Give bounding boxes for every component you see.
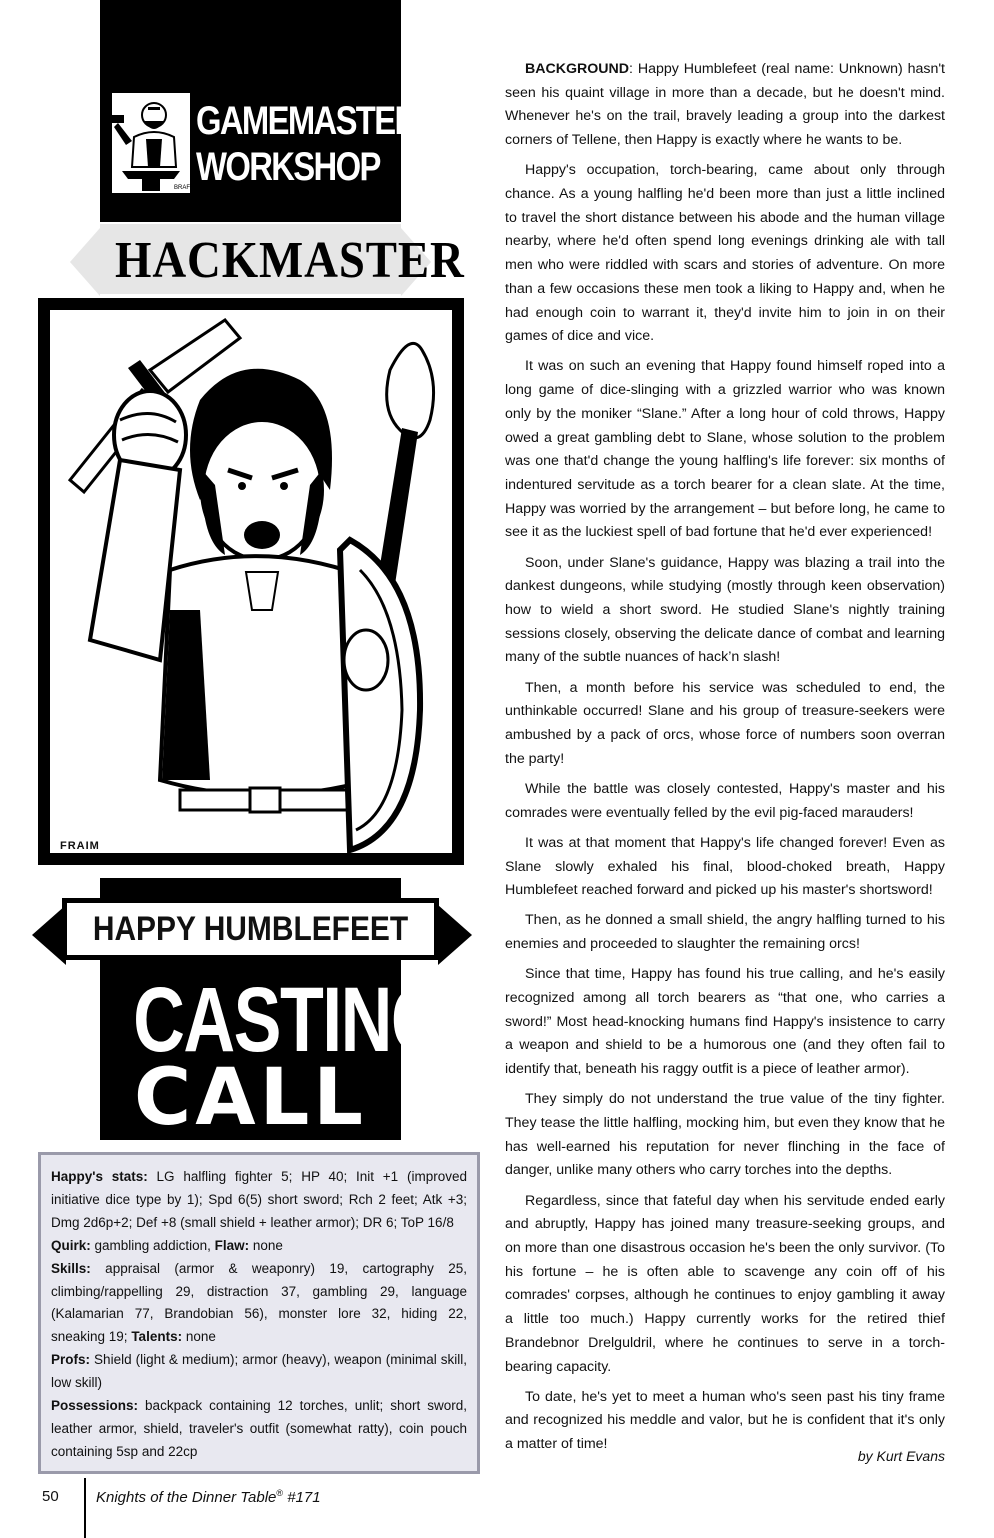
name-ribbon-tail-left: [32, 905, 66, 965]
stats-text: LG halfling fighter 5; HP 40; Init +1 (improved initiative dice type by 1); Spd 6(5) short sword; Rch 2 feet; Atk +3; Dmg 2d6p+2; Def +8 (small shield + leather armor); DR 6; ToP 16/8: [51, 1169, 467, 1230]
paragraph-1-text: : Happy Humblefeet (real name: Unknown) hasn't seen his quaint village in more than a decade, but he doesn't mind. Whenever he's on the trail, bravely leading a group into the darkest corners of Tellene, then Happy is exactly where he wants to be.: [505, 61, 945, 149]
stats-label: Happy's stats:: [51, 1169, 148, 1184]
quirk-line: [51, 1235, 467, 1258]
page-number: 50: [42, 1488, 59, 1505]
paragraph-6: While the battle was closely contested, Happy's master and his comrades were eventually felled by the evil pig-faced marauders!: [505, 780, 945, 821]
stat-block: [38, 1152, 480, 1474]
possessions-text: backpack containing 12 torches, unlit; short sword, leather armor, shield, traveler's outfit (somewhat ratty), coin pouch containing 5sp and 22cp: [51, 1398, 467, 1459]
article-body: [505, 58, 945, 1463]
character-illustration: [50, 310, 452, 853]
quirk-label: Quirk:: [51, 1237, 91, 1253]
paragraph-5: Then, a month before his service was scheduled to end, the unthinkable occurred! Slane and his group of treasure-seekers were ambushed by a pack of orcs, whose force of numbers soon overran the party!: [505, 679, 945, 767]
profs-label: Profs:: [51, 1352, 91, 1368]
hackmaster-logo: HACKMASTER: [115, 232, 465, 289]
talents-text: none: [182, 1329, 216, 1345]
magazine-name: Knights of the Dinner Table: [96, 1489, 277, 1506]
flaw-label: Flaw:: [214, 1237, 250, 1253]
paragraph-11: Regardless, since that fateful day when his servitude ended early and abruptly, Happy has joined many treasure-seeking groups, and on more than one disastrous occasion he's been the only survivor. (To his fortune – he is often able to scavenge any coin off of his comrades' corpses, although he continues to enjoy gambling it away a little too much.) Happy currently works for the retired thief Brandebnor Drelguldril, where he continues to serve in a torch-bearing capacity.: [505, 1192, 945, 1375]
paragraph-4: Soon, under Slane's guidance, Happy was blazing a trail into the dankest dungeons, while studying (mostly through keen observation) how to wield a short sword. He studied Slane's nightly training sessions closely, observing the delicate dance of combat and learning many of the subtle nuances of hack’n slash!: [505, 554, 945, 666]
name-ribbon-tail-right: [438, 905, 472, 965]
profs-line: [51, 1349, 467, 1395]
gm-title-line2: WORKSHOP: [196, 145, 380, 189]
paragraph-12: To date, he's yet to meet a human who's seen past his tiny frame and recognized his meddle and valor, but he is confident that it's only a matter of time!: [505, 1388, 945, 1453]
skills-text: appraisal (armor & weaponry) 19, cartography 25, climbing/rappelling 29, distraction 37, gambling 29, language (Kalamarian 77, Brandobian 56), monster lore 32, hiding 22, sneaking 19;: [51, 1260, 467, 1345]
paragraph-9: Since that time, Happy has found his true calling, and he's easily recognized among all torch bearers as “that one, who carries a sword!” Most head-knocking humans find Happy's insistence to carry a weapon and shield to be a humorous one (and they often fail to identify that, beneath his raggy outfit is a piece of leather armor).: [505, 966, 945, 1078]
call-title: CALL: [133, 1053, 367, 1143]
gm-title-line1: GAMEMASTERS': [196, 99, 443, 143]
casting-title: CASTING: [133, 969, 446, 1071]
blacksmith-logo: [112, 93, 194, 193]
flaw-text: none: [249, 1237, 283, 1253]
paragraph-3: It was on such an evening that Happy found himself roped into a long game of dice-slinging with a grizzled warrior who was known only by the moniker “Slane.” After a long hour of cold throws, Happy owed a great gambling debt to Slane, whose solution to the problem was one that'd change the young halfling's life forever: six months of indentured servitude as a torch bearer for a clean slate. At the time, Happy was worried by the arrangement – but before long, he came to see it as the luckiest spell of bad fortune that he'd ever experienced!: [505, 358, 945, 541]
paragraph-2: Happy's occupation, torch-bearing, came about only through chance. As a young halfling he'd been more than just a little inclined to travel the short distance between his abode and the human village nearby, where he'd often spend long evenings drinking ale with tall men who were riddled with scars and stories of adventure. On more than a few occasions these men took a liking to Happy and, when he had enough coin to warrant it, they'd invite him to join in on their games of dice and vice.: [505, 162, 945, 345]
registered-mark: ®: [276, 1488, 284, 1498]
gm-workshop-title: [196, 98, 443, 190]
background-label: BACKGROUND: [525, 61, 630, 77]
profs-text: Shield (light & medium); armor (heavy), weapon (minimal skill, low skill): [51, 1352, 467, 1391]
artist-signature: FRAIM: [60, 840, 100, 852]
possessions-line: [51, 1395, 467, 1464]
paragraph-7: It was at that moment that Happy's life changed forever! Even as Slane slowly exhaled his final, blood-choked breath, Happy Humblefeet reached forward and picked up his master's shortsword!: [505, 834, 945, 899]
svg-text:BRAFF: BRAFF: [174, 185, 194, 191]
issue-number: #171: [283, 1489, 321, 1506]
skills-line: [51, 1258, 467, 1350]
character-name: HAPPY HUMBLEFEET: [92, 910, 409, 948]
quirk-text: gambling addiction,: [90, 1237, 215, 1253]
paragraph-background: [505, 58, 945, 153]
paragraph-10: They simply do not understand the true value of the tiny fighter. They tease the little halfling, mocking him, but even they know that he has well-earned his reputation for never flinching in the face of danger, unlike many others who carry torches into the depths.: [505, 1091, 945, 1179]
hackmaster-ribbon-left: [70, 228, 100, 296]
talents-label: Talents:: [131, 1329, 183, 1345]
possessions-label: Possessions:: [51, 1398, 139, 1414]
byline: by Kurt Evans: [857, 1448, 945, 1464]
stats-line: [51, 1166, 467, 1235]
paragraph-8: Then, as he donned a small shield, the angry halfling turned to his enemies and proceeded to slaughter the remaining orcs!: [505, 912, 945, 953]
footer-divider: [84, 1478, 86, 1538]
skills-label: Skills:: [51, 1260, 91, 1276]
magazine-title: [96, 1488, 321, 1506]
